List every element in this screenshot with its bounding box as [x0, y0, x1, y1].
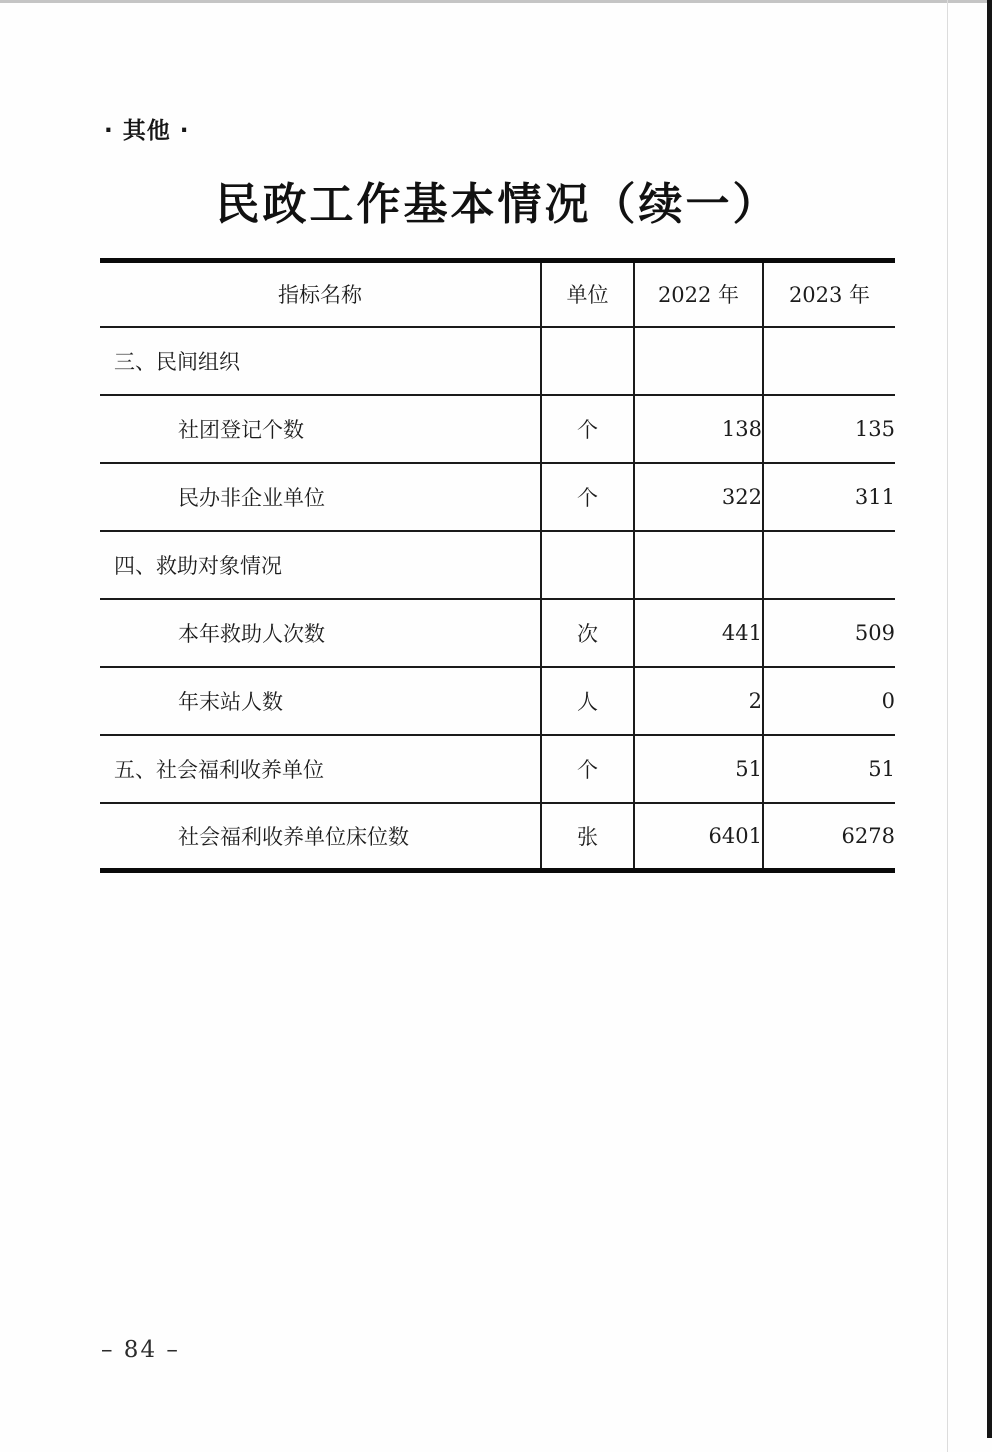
value-2023-cell: 509	[763, 599, 895, 667]
table-header-row	[100, 261, 895, 327]
unit-cell	[541, 327, 634, 395]
scan-right-edge-artifact	[987, 0, 992, 1438]
value-2023-cell: 6278	[763, 803, 895, 871]
header-indicator-name: 指标名称	[100, 261, 541, 327]
civil-affairs-table	[100, 258, 895, 873]
indicator-cell: 社团登记个数	[100, 395, 541, 463]
indicator-cell: 社会福利收养单位床位数	[100, 803, 541, 871]
indicator-cell: 民办非企业单位	[100, 463, 541, 531]
table-row	[100, 599, 895, 667]
table-row	[100, 531, 895, 599]
value-2023-cell: 51	[763, 735, 895, 803]
value-2022-cell: 2	[634, 667, 763, 735]
page-number: – 84 –	[101, 1337, 180, 1363]
scan-fold-line-artifact	[947, 0, 948, 1452]
value-2022-cell: 322	[634, 463, 763, 531]
unit-cell: 个	[541, 395, 634, 463]
value-2022-cell	[634, 531, 763, 599]
table-row	[100, 463, 895, 531]
header-year-2023: 2023 年	[763, 261, 895, 327]
value-2023-cell: 0	[763, 667, 895, 735]
value-2022-cell: 441	[634, 599, 763, 667]
scan-top-edge-artifact	[0, 0, 992, 3]
table-row	[100, 327, 895, 395]
value-2022-cell: 6401	[634, 803, 763, 871]
page-title: 民政工作基本情况（续一）	[215, 179, 780, 230]
value-2022-cell: 138	[634, 395, 763, 463]
table-row	[100, 803, 895, 871]
value-2023-cell: 311	[763, 463, 895, 531]
unit-cell: 个	[541, 735, 634, 803]
value-2022-cell: 51	[634, 735, 763, 803]
value-2023-cell: 135	[763, 395, 895, 463]
indicator-cell: 年末站人数	[100, 667, 541, 735]
table-row	[100, 735, 895, 803]
indicator-cell: 三、民间组织	[100, 327, 541, 395]
unit-cell: 张	[541, 803, 634, 871]
chapter-section-label: · 其他 ·	[104, 118, 190, 144]
unit-cell: 个	[541, 463, 634, 531]
table-row	[100, 395, 895, 463]
indicator-cell: 四、救助对象情况	[100, 531, 541, 599]
unit-cell: 人	[541, 667, 634, 735]
indicator-cell: 本年救助人次数	[100, 599, 541, 667]
value-2023-cell	[763, 327, 895, 395]
header-unit: 单位	[541, 261, 634, 327]
table-row	[100, 667, 895, 735]
unit-cell	[541, 531, 634, 599]
indicator-cell: 五、社会福利收养单位	[100, 735, 541, 803]
unit-cell: 次	[541, 599, 634, 667]
header-year-2022: 2022 年	[634, 261, 763, 327]
table-body	[100, 327, 895, 871]
value-2023-cell	[763, 531, 895, 599]
value-2022-cell	[634, 327, 763, 395]
